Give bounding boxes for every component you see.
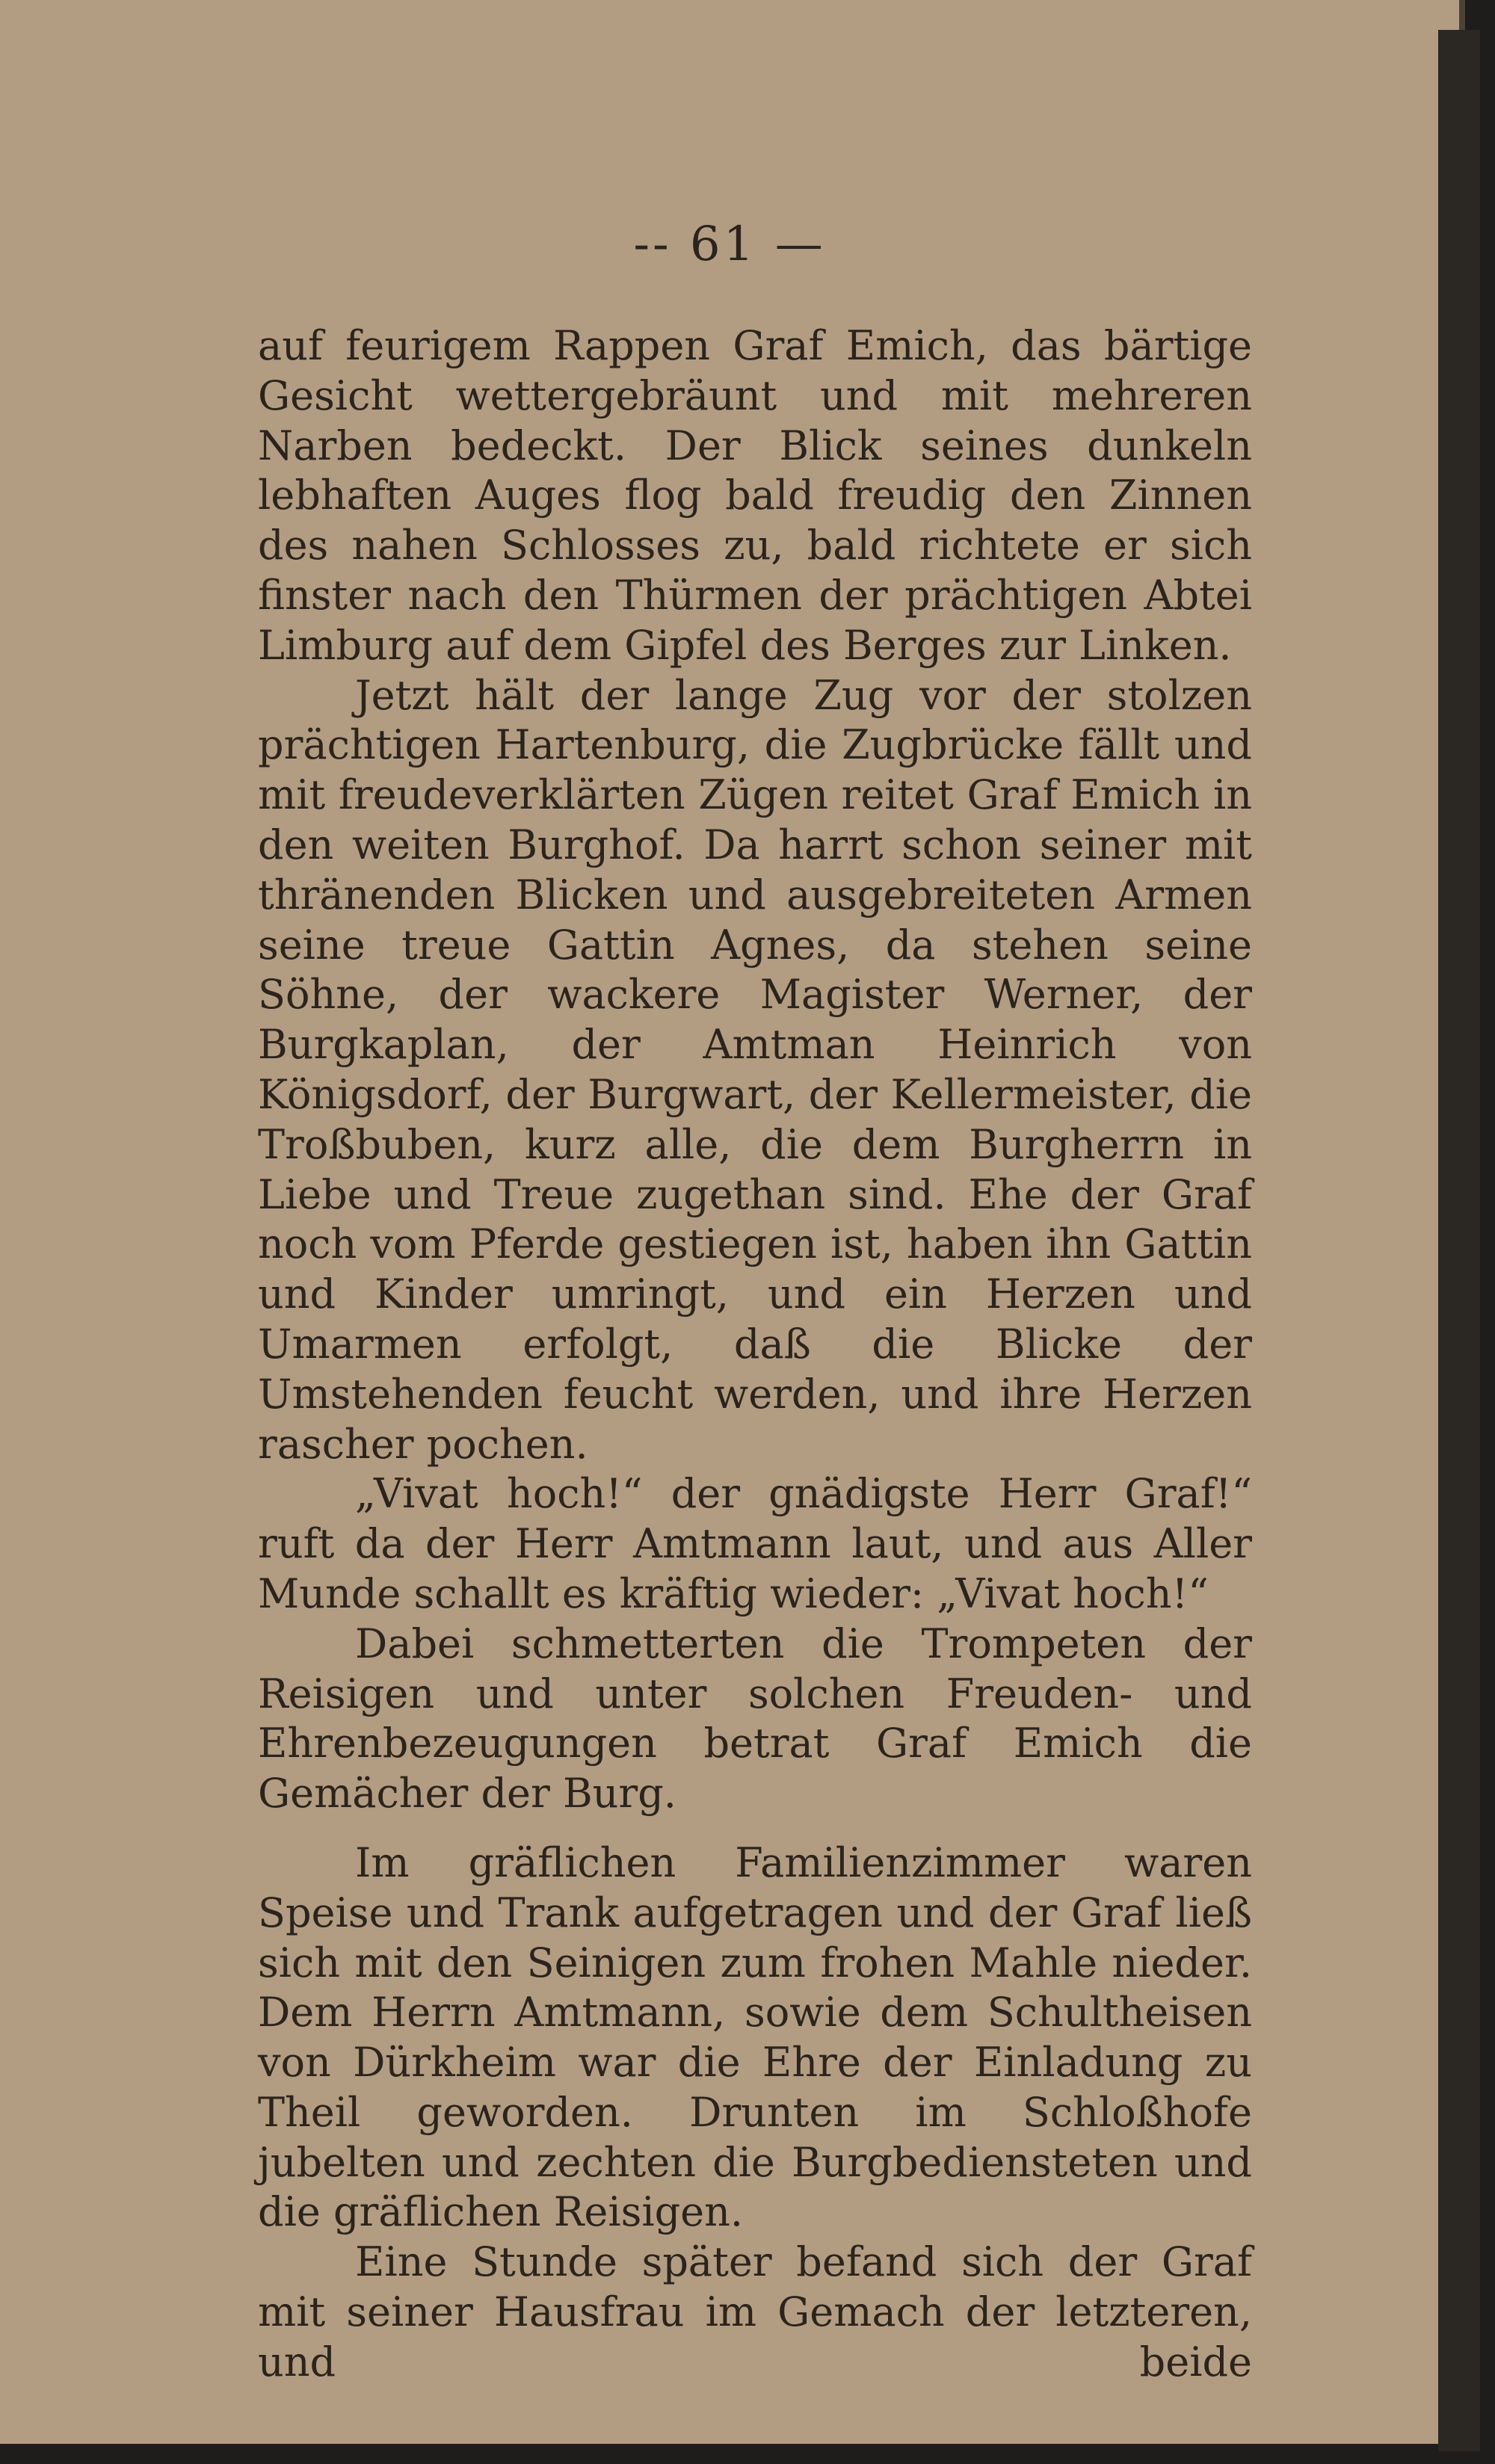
body-text <box>258 321 1252 2388</box>
book-binding-edge <box>1438 30 1480 2451</box>
paragraph-4: Dabei schmetterten die Trompeten der Reisigen und unter solchen Freuden- und Ehrenbezeugungen betrat Graf Emich die Gemächer der Burg. <box>258 1619 1252 1818</box>
page-number: -- 61 — <box>633 217 826 272</box>
paragraph-2: Jetzt hält der lange Zug vor der stolzen prächtigen Hartenburg, die Zugbrücke fällt und mit freudeverklärten Zügen reitet Graf Emich in den weiten Burghof. Da harrt schon seiner mit thränenden Blicken und ausgebreiteten Armen seine treue Gattin Agnes, da stehen seine Söhne, der wackere Magister Werner, der Burgkaplan, der Amtman Heinrich von Königsdorf, der Burgwart, der Kellermeister, die Troßbuben, kurz alle, die dem Burgherrn in Liebe und Treue zugethan sind. Ehe der Graf noch vom Pferde gestiegen ist, haben ihn Gattin und Kinder umringt, und ein Herzen und Umarmen erfolgt, daß die Blicke der Umstehenden feucht werden, und ihre Herzen rascher pochen. <box>258 671 1252 1468</box>
paragraph-6: Eine Stunde später befand sich der Graf mit seiner Hausfrau im Gemach der letzteren, und beide <box>258 2238 1252 2386</box>
paragraph-1: auf feurigem Rappen Graf Emich, das bärtige Gesicht wettergebräunt und mit mehreren Narben bedeckt. Der Blick seines dunkeln lebhaften Auges flog bald freudig den Zinnen des nahen Schlosses zu, bald richtete er sich finster nach den Thürmen der prächtigen Abtei Limburg auf dem Gipfel des Berges zur Linken. <box>258 322 1252 669</box>
paragraph-5: Im gräflichen Familienzimmer waren Speise und Trank aufgetragen und der Graf ließ sich mit den Seinigen zum frohen Mahle nieder. Dem Herrn Amtmann, sowie dem Schultheisen von Dürkheim war die Ehre der Einladung zu Theil geworden. Drunten im Schloßhofe jubelten und zechten die Burgbediensteten und die gräflichen Reisigen. <box>258 1838 1252 2236</box>
paragraph-3: „Vivat hoch!“ der gnädigste Herr Graf!“ ruft da der Herr Amtmann laut, und aus Aller Munde schallt es kräftig wieder: „Vivat hoch!“ <box>258 1470 1252 1617</box>
